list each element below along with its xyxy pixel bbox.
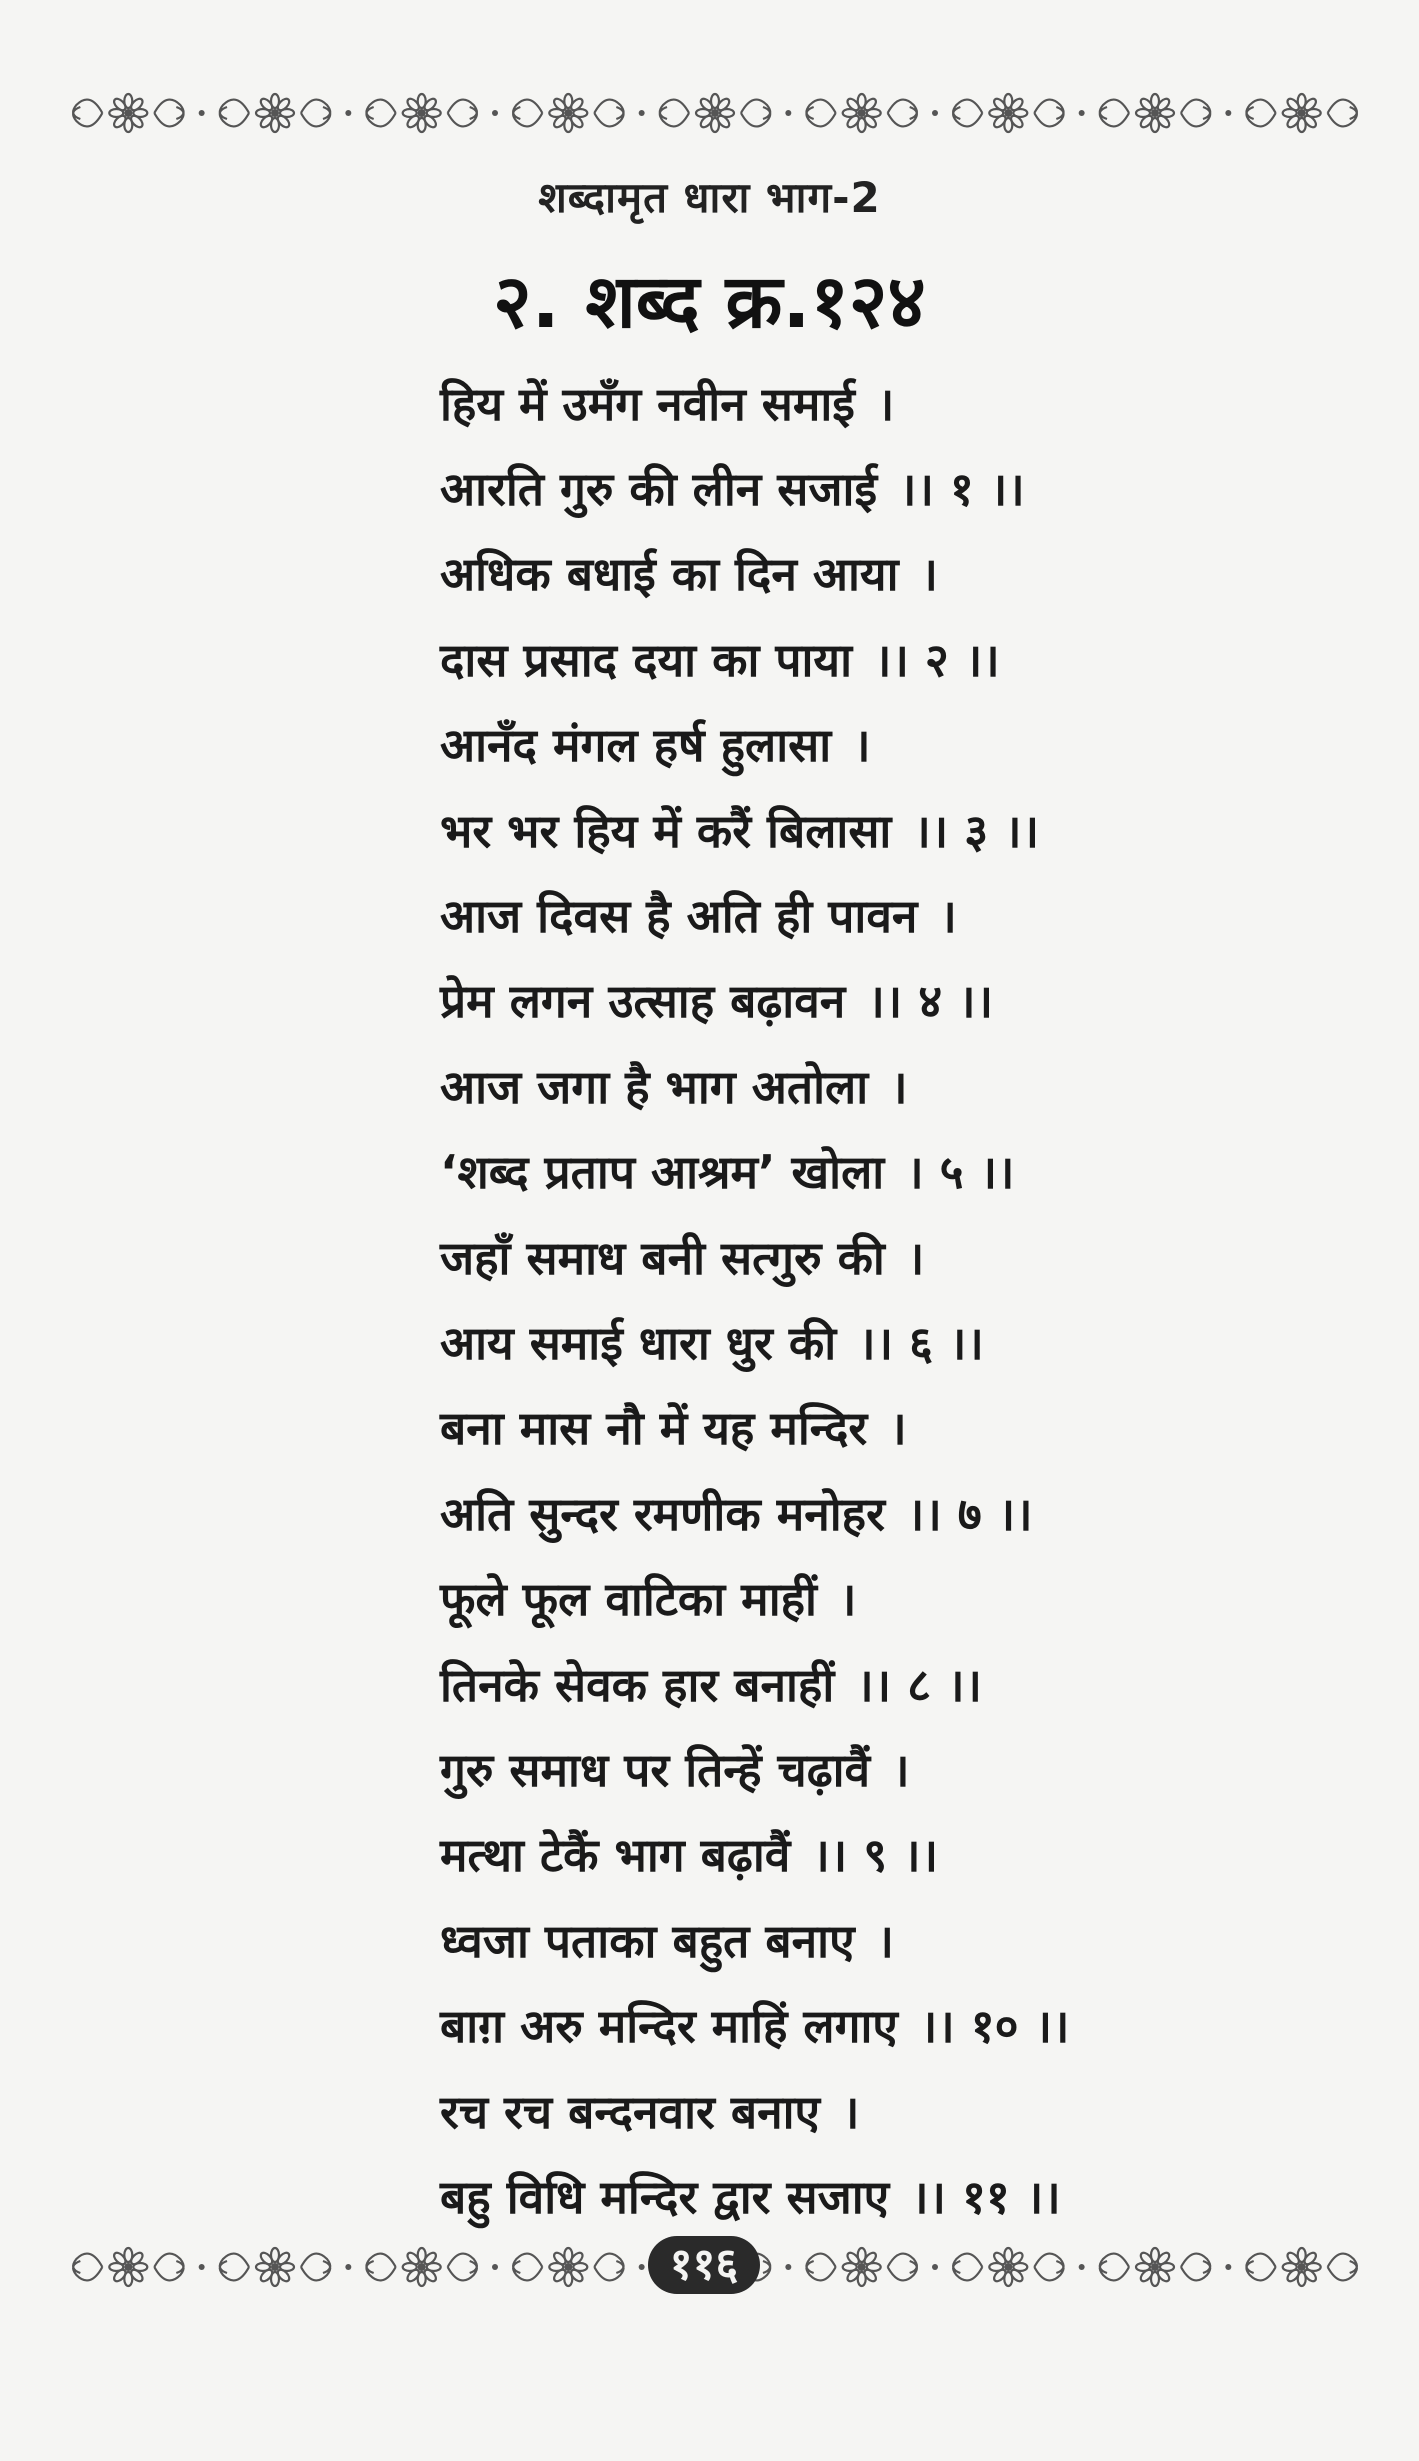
verse-end-marker: । <box>906 1230 925 1285</box>
verse-text: अति सुन्दर रमणीक मनोहर <box>440 1486 885 1541</box>
floral-motif-icon <box>806 2248 938 2286</box>
verse-text: आज दिवस है अति ही पावन <box>440 889 918 944</box>
verse-end-marker: । <box>939 889 957 944</box>
verse-line <box>440 445 1200 530</box>
floral-motif-icon <box>513 2248 645 2286</box>
verse-text: बना मास नौ में यह मन्दिर <box>440 1401 868 1456</box>
verse-text: मत्था टेकैं भाग बढ़ावैं <box>440 1828 791 1883</box>
verse-text: आरति गुरु की लीन सजाई <box>440 462 878 517</box>
verse-end-marker: ।। ७ ।। <box>906 1486 1033 1541</box>
verse-text: प्रेम लगन उत्साह बढ़ावन <box>440 974 846 1029</box>
verse-line <box>440 1726 1200 1811</box>
hymn-title: २. शब्द क्र.१२४ <box>493 259 926 345</box>
verse-end-marker: । <box>892 1742 910 1797</box>
verse-end-marker: । <box>890 1059 908 1114</box>
verse-line <box>440 1982 1200 2067</box>
floral-motif-icon <box>1100 2248 1232 2286</box>
verse-text: तिनके सेवक हार बनाहीं <box>440 1657 835 1712</box>
verse-end-marker: ।। ८ ।। <box>856 1657 982 1712</box>
floral-motif-icon <box>660 94 792 132</box>
verse-end-marker: ।। ११ ।। <box>911 2169 1061 2224</box>
floral-motif-icon <box>1246 94 1356 132</box>
verse-text: जहाँ समाध बनी सत्गुरु की <box>440 1230 885 1285</box>
verse-text: फूले फूल वाटिका माहीं <box>440 1572 817 1627</box>
verse-end-marker: ।। १ ।। <box>899 462 1025 517</box>
verse-end-marker: ।। २ ।। <box>874 632 1000 687</box>
verse-end-marker: ।। १० ।। <box>919 1999 1070 2054</box>
verse-line <box>440 1470 1200 1555</box>
verse-end-marker: । <box>876 1913 894 1968</box>
floral-motif-icon <box>1246 2248 1356 2286</box>
verse-end-marker: । <box>876 376 895 431</box>
verse-text: बाग़ अरु मन्दिर माहिं लगाए <box>440 1999 898 2054</box>
verse-line <box>440 1385 1200 1470</box>
verse-line <box>440 360 1200 445</box>
verse-line <box>440 702 1200 787</box>
top-floral-border-icon <box>55 78 1375 148</box>
verse-line <box>440 1214 1200 1299</box>
verse-end-marker: । <box>889 1401 907 1456</box>
floral-motif-icon <box>220 94 352 132</box>
verse-line <box>440 1812 1200 1897</box>
verse-end-marker: । ५ ।। <box>906 1145 1015 1200</box>
verse-text: अधिक बधाई का दिन आया <box>440 547 899 602</box>
floral-motif-icon <box>73 94 205 132</box>
verse-line <box>440 1641 1200 1726</box>
verse-line <box>440 1555 1200 1640</box>
verse-list <box>440 360 1200 2239</box>
floral-motif-icon <box>953 94 1085 132</box>
floral-motif-icon <box>1100 94 1232 132</box>
verse-line <box>440 2153 1200 2238</box>
verse-line <box>440 531 1200 616</box>
floral-motif-icon <box>366 94 498 132</box>
running-head: शब्दामृत धारा भाग-2 <box>538 173 881 222</box>
floral-motif-icon <box>73 2248 205 2286</box>
verse-line <box>440 958 1200 1043</box>
verse-line <box>440 1299 1200 1384</box>
verse-line <box>440 787 1200 872</box>
floral-motif-icon <box>366 2248 498 2286</box>
floral-motif-icon <box>953 2248 1085 2286</box>
floral-motif-icon <box>220 2248 352 2286</box>
verse-text: गुरु समाध पर तिन्हें चढ़ावैं <box>440 1742 871 1797</box>
verse-end-marker: ।। ६ ।। <box>858 1315 984 1370</box>
verse-end-marker: ।। ९ ।। <box>812 1828 938 1883</box>
verse-text: आनँद मंगल हर्ष हुलासा <box>440 718 832 773</box>
verse-text: आय समाई धारा धुर की <box>440 1315 837 1370</box>
verse-line <box>440 1043 1200 1128</box>
verse-end-marker: । <box>838 1572 857 1627</box>
page-number-badge: ११६ <box>648 2236 760 2294</box>
verse-text: ध्वजा पताका बहुत बनाए <box>440 1913 855 1968</box>
verse-line <box>440 616 1200 701</box>
verse-end-marker: ।। ३ ।। <box>913 803 1040 858</box>
verse-text: हिय में उमँग नवीन समाई <box>440 376 855 431</box>
verse-text: बहु विधि मन्दिर द्वार सजाए <box>440 2169 890 2224</box>
verse-line <box>440 1897 1200 1982</box>
floral-motif-icon <box>806 94 938 132</box>
verse-text: ‘शब्द प्रताप आश्रम’ खोला <box>440 1145 885 1200</box>
verse-end-marker: । <box>853 718 871 773</box>
verse-line <box>440 2068 1200 2153</box>
verse-text: आज जगा है भाग अतोला <box>440 1059 869 1114</box>
verse-text: दास प्रसाद दया का पाया <box>440 632 853 687</box>
verse-end-marker: । <box>920 547 938 602</box>
verse-line <box>440 872 1200 957</box>
verse-text: भर भर हिय में करैं बिलासा <box>440 803 892 858</box>
verse-text: रच रच बन्दनवार बनाए <box>440 2084 820 2139</box>
verse-line <box>440 1129 1200 1214</box>
verse-end-marker: ।। ४ ।। <box>867 974 994 1029</box>
floral-motif-icon <box>513 94 645 132</box>
verse-end-marker: । <box>841 2084 860 2139</box>
